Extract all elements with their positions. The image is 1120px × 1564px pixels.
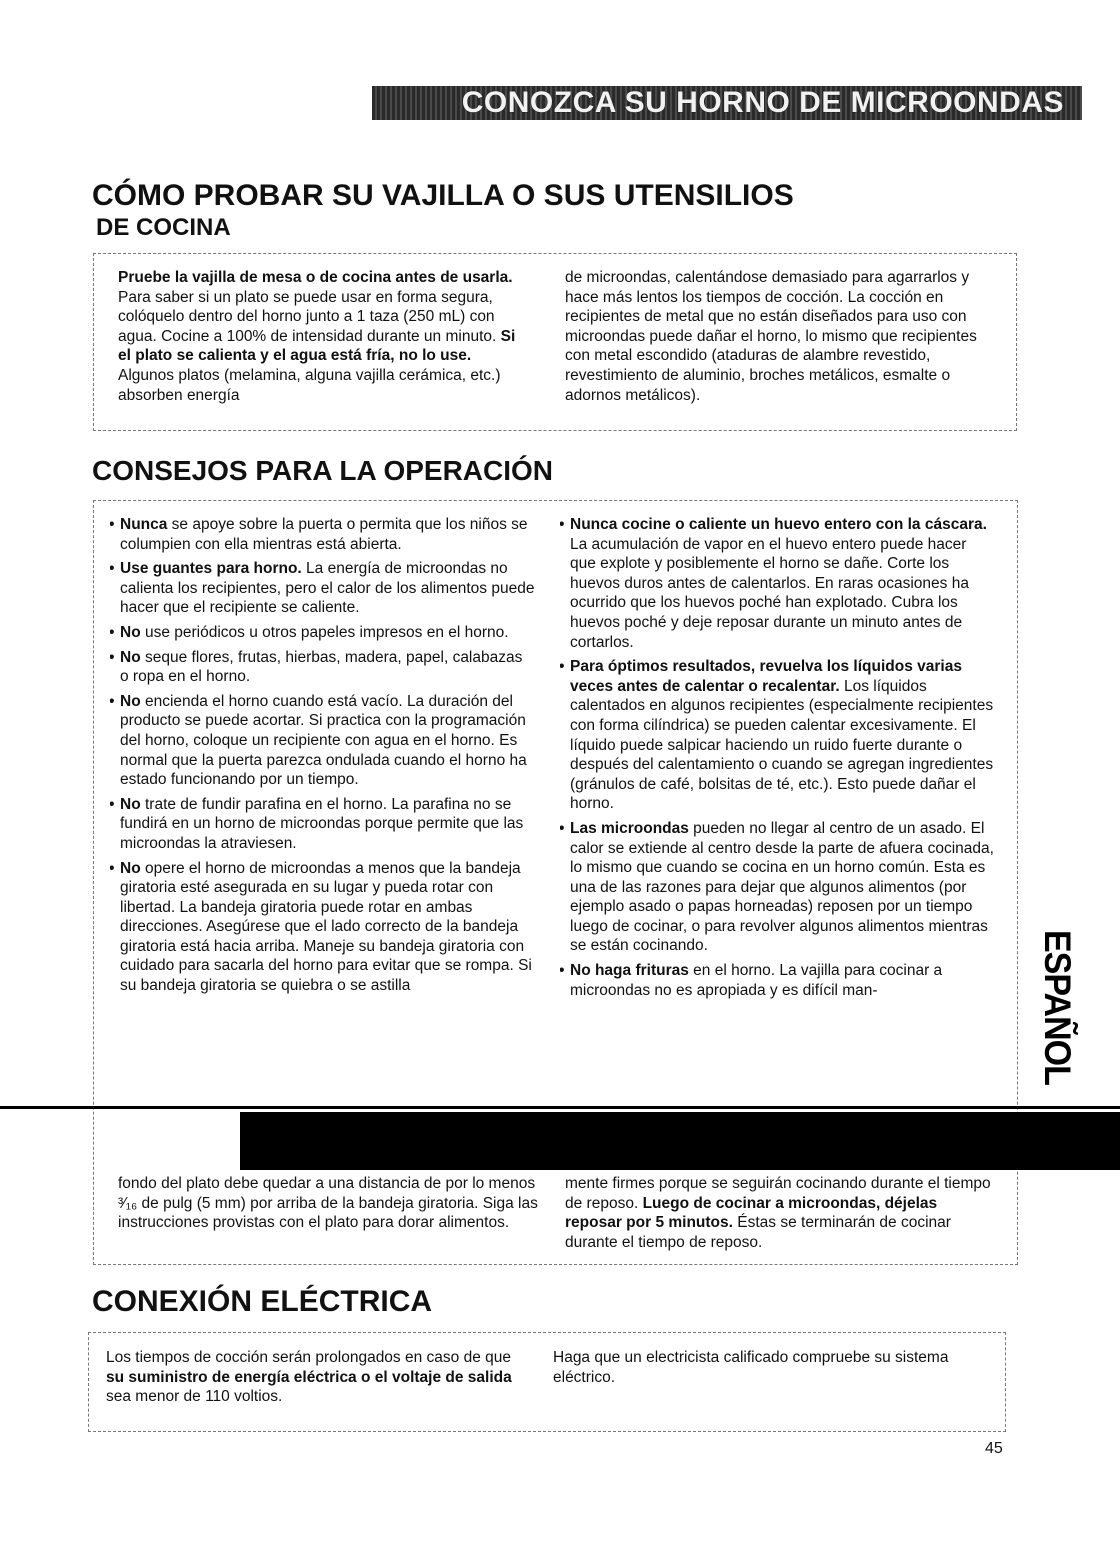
section2-right-tail — [565, 1174, 995, 1252]
section3-right-text: Haga que un electricista calificado compruebe su sistema eléctrico. — [553, 1349, 949, 1386]
tip-bold: No — [120, 859, 141, 877]
section2-right-col — [560, 515, 995, 1095]
tip-bold: Para óptimos resultados, revuelva los líquidos varias veces antes de calentar o recalentar. — [570, 658, 962, 695]
body-text: Los tiempos de cocción serán prolongados en caso de que — [106, 1349, 511, 1366]
language-label: ESPAÑOL — [1035, 930, 1078, 1085]
lead-text: Pruebe la vajilla de mesa o de cocina antes de usarla. — [118, 269, 513, 286]
left-tail-text: fondo del plato debe quedar a una distancia de por lo menos ³⁄₁₆ de pulg (5 mm) por arriba de la bandeja giratoria. Siga las instrucciones provistas con el plato para dorar alimentos. — [118, 1175, 538, 1232]
tip-item — [110, 559, 535, 618]
section3-title: CONEXIÓN ELÉCTRICA — [92, 1285, 433, 1318]
scan-artifact-line — [0, 1106, 1120, 1109]
section1-left-col — [118, 268, 528, 405]
body-text: Para saber si un plato se puede usar en forma segura, colóquelo dentro del horno junto a 1 taza (250 mL) con agua. Cocine a 100% de intensidad durante un minuto. — [118, 288, 501, 345]
tip-bold: Las microondas — [570, 819, 689, 837]
tip-text: use periódicos u otros papeles impresos en el horno. — [140, 623, 509, 641]
tip-text: encienda el horno cuando está vacío. La duración del producto se puede acortar. Si practica con la programación del horno, coloque un recipiente con agua en el horno. Es normal que la puerta parezca ondulada cuando el horno ha estado funcionando por un tiempo. — [120, 692, 527, 789]
body-text: mente firmes porque se seguirán cocinando durante el tiempo de reposo. — [565, 1175, 991, 1212]
tip-bold: No haga frituras — [570, 962, 689, 980]
tip-text: Los líquidos calentados en algunos recipientes (especialmente recipientes con forma cilíndrica) se pueden calentar excesivamente. El líquido puede salpicar haciendo un ruido fuerte durante o después del calentamiento o cuando se agregan ingredientes (gránulos de café, bolsitas de té, etc.). Esto puede dañar el horno. — [570, 677, 994, 813]
section3-left-col — [106, 1348, 526, 1407]
section3-left-paragraph — [106, 1348, 526, 1407]
tip-item — [560, 515, 995, 652]
right-tips-list — [560, 515, 995, 1000]
tip-item — [110, 795, 535, 854]
tip-text: seque flores, frutas, hierbas, madera, papel, calabazas o ropa en el horno. — [120, 648, 523, 686]
tip-bold: No — [120, 795, 141, 813]
emphasis-text: Luego de cocinar a microondas, déjelas reposar por 5 minutos. — [565, 1194, 938, 1232]
section1-title: CÓMO PROBAR SU VAJILLA O SUS UTENSILIOS — [92, 179, 794, 212]
section1-subtitle: DE COCINA — [96, 214, 231, 241]
tip-item — [110, 515, 535, 554]
language-side-tab — [1035, 915, 1078, 1100]
tip-item — [560, 657, 995, 814]
tip-bold: No — [120, 648, 141, 666]
page-number: 45 — [985, 1440, 1003, 1457]
tip-text: La acumulación de vapor en el huevo entero puede hacer que explote y posiblemente el horno se dañe. Corte los huevos duros antes de calentarlos. En raras ocasiones ha ocurrido que los huevos poché han explotado. Cubra los huevos poché y deje reposar durante un minuto antes de cortarlos. — [570, 535, 969, 651]
tip-bold: No — [120, 623, 141, 641]
section1-right-paragraph: de microondas, calentándose demasiado para agarrarlos y hace más lentos los tiempos de cocción. La cocción en recipientes de metal que no están diseñados para uso con microondas puede dañar el horno, lo mismo que recipientes con metal escondido (ataduras de alambre revestido, revestimiento de aluminio, broches metálicos, esmalte o adornos metálicos). — [565, 269, 977, 404]
tip-text: pueden no llegar al centro de un asado. El calor se extiende al centro desde la parte de afuera cocinada, lo mismo que cuando se cocina en un horno común. Esta es una de las razones para dejar que algunos alimentos (por ejemplo asado o papas horneadas) reposen por un tiempo luego de cocinar, o para revolver algunos alimentos mientras se están cocinando. — [570, 819, 994, 955]
tip-text: se apoye sobre la puerta o permita que los niños se columpien con ella mientras está abierta. — [120, 516, 528, 553]
warning-text: Si el plato se calienta y el agua está fría, no lo use. — [118, 327, 516, 365]
tip-bold: Nunca cocine o caliente un huevo entero con la cáscara. — [570, 516, 987, 533]
tip-text: trate de fundir parafina en el horno. La parafina no se fundirá en un horno de microondas porque permite que las microondas la atraviesen. — [120, 795, 524, 852]
tip-bold: No — [120, 692, 141, 710]
section-banner — [372, 86, 1082, 120]
tip-text: opere el horno de microondas a menos que la bandeja giratoria esté asegurada en su lugar y pueda rotar con libertad. La bandeja giratoria puede rotar en ambas direcciones. Asegúrese que el lado correcto de la bandeja giratoria está hacia arriba. Maneje su bandeja giratoria con cuidado para sacarla del horno para evitar que se rompa. Si su bandeja giratoria se quiebra o se astilla — [120, 859, 532, 995]
tip-item — [560, 819, 995, 956]
body-text: sea menor de 110 voltios. — [106, 1388, 283, 1406]
tip-item — [560, 961, 995, 1000]
tip-item — [110, 648, 535, 687]
scan-redaction-bar — [240, 1112, 1120, 1170]
tip-bold: Use guantes para horno. — [120, 560, 302, 578]
section1-right-col — [565, 268, 997, 405]
left-tips-list — [110, 515, 535, 996]
section1-left-paragraph — [118, 268, 528, 405]
body-text: Éstas se terminarán de cocinar durante el tiempo de reposo. — [565, 1214, 951, 1251]
tip-item — [110, 859, 535, 996]
tip-item — [110, 692, 535, 790]
emphasis-text: su suministro de energía eléctrica o el voltaje de salida — [106, 1368, 512, 1386]
right-tail-paragraph — [565, 1174, 995, 1252]
section2-left-col — [110, 515, 535, 1095]
tip-item — [110, 623, 535, 643]
section3-right-col — [553, 1348, 973, 1387]
tip-text: La energía de microondas no calienta los recipientes, pero el calor de los alimentos puede hacer que el recipiente se caliente. — [120, 560, 535, 617]
tip-text: en el horno. La vajilla para cocinar a microondas no es apropiada y es difícil man- — [570, 962, 943, 999]
body-text: Algunos platos (melamina, alguna vajilla cerámica, etc.) absorben energía — [118, 366, 501, 404]
banner-title: CONOZCA SU HORNO DE MICROONDAS — [461, 86, 1064, 119]
section2-left-tail — [118, 1174, 538, 1233]
tip-bold: Nunca — [120, 516, 168, 533]
section2-title: CONSEJOS PARA LA OPERACIÓN — [92, 455, 554, 486]
